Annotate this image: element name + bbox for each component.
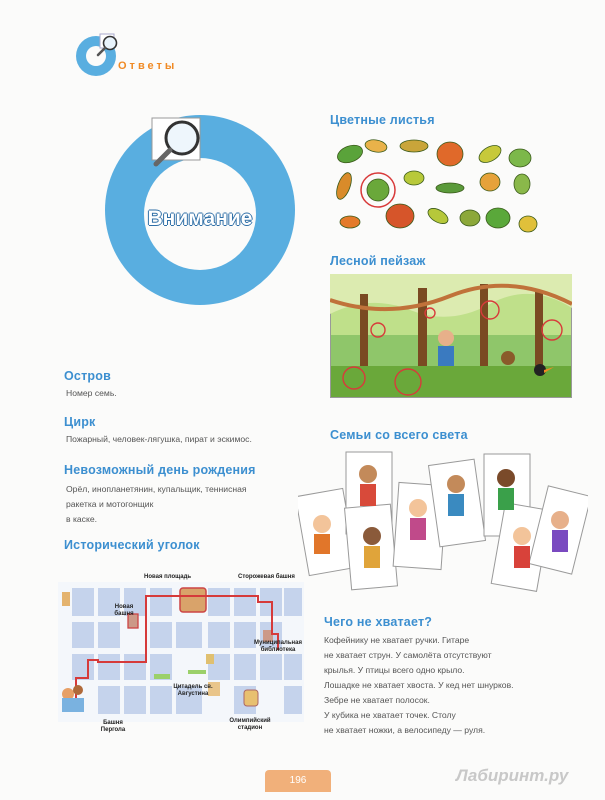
section-heading-forest: Лесной пейзаж xyxy=(330,254,426,268)
historic-map xyxy=(58,574,304,742)
section-heading-missing: Чего не хватает? xyxy=(324,615,433,629)
section-heading-birthday: Невозможный день рождения xyxy=(64,463,256,477)
watermark: Лабиринт.ру xyxy=(456,766,569,785)
header-logo xyxy=(72,32,152,84)
forest-illustration xyxy=(330,274,572,398)
leaves-illustration xyxy=(330,132,540,242)
map-label-watch-tower: Сторожевая башня xyxy=(238,574,295,580)
section-heading-island: Остров xyxy=(64,369,111,383)
map-label-citadel: Цитадель св. Августина xyxy=(173,684,213,697)
map-label-olympic: Олимпийский стадион xyxy=(229,718,271,731)
section-body-circus: Пожарный, человек-лягушка, пират и эскимос. xyxy=(66,434,252,444)
map-label-library: Муниципальная библиотека xyxy=(254,640,302,653)
map-label-new-square: Новая площадь xyxy=(144,574,192,580)
map-label-pergola-tower: Башня Пергола xyxy=(100,720,126,733)
header-title: Ответы xyxy=(118,60,178,72)
hero-title: Внимание xyxy=(147,207,253,230)
families-illustration xyxy=(298,444,588,594)
section-body-island: Номер семь. xyxy=(66,388,117,398)
page-number: 196 xyxy=(265,770,331,792)
section-heading-circus: Цирк xyxy=(64,415,96,429)
map-label-new-tower: Новая башня xyxy=(114,604,134,617)
section-heading-historic: Исторический уголок xyxy=(64,538,200,552)
section-heading-leaves: Цветные листья xyxy=(330,113,435,127)
section-body-missing: Кофейнику не хватает ручки. Гитаре не хватает струн. У самолёта отсутствуют крылья. У птицы всего одно крыло. Лошадке не хватает хвоста. У кед нет шнурков. Зебре не хватает полосок. У кубика не хватает точек. Столу не хватает ножки, а велосипеду — руля. xyxy=(324,635,514,735)
section-heading-families: Семьи со всего света xyxy=(330,428,468,442)
section-body-birthday: Орёл, инопланетянин, купальщик, теннисная ракетка и мотогонщик в каске. xyxy=(66,484,247,524)
